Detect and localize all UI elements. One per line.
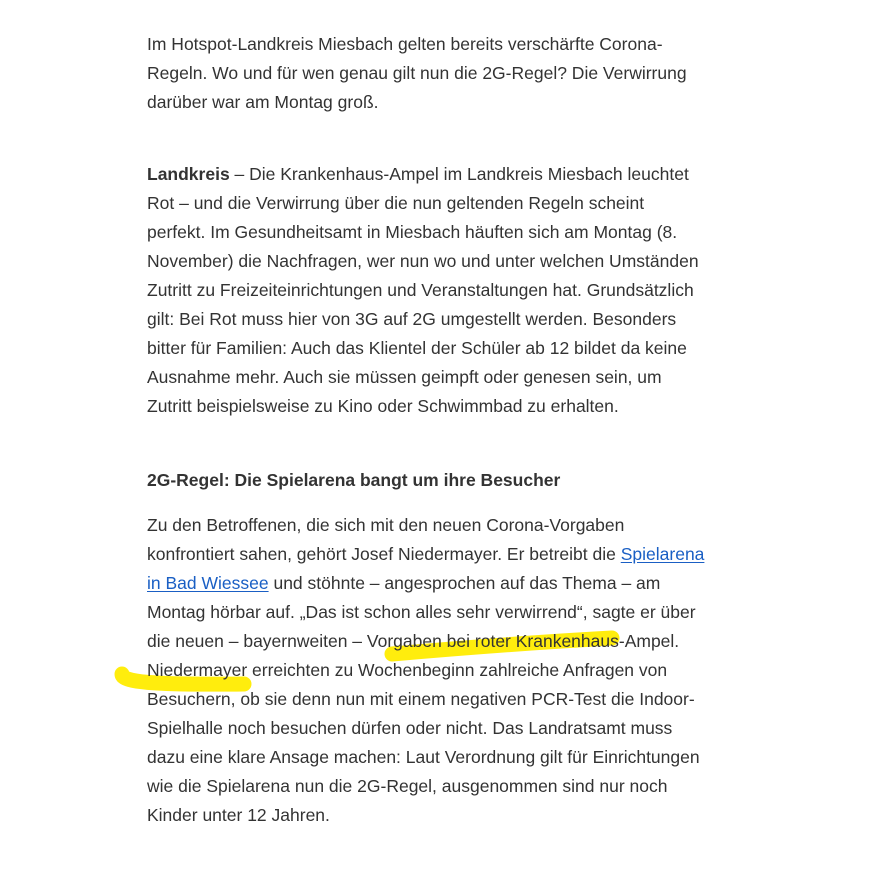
paragraph-2-text-start: Zu den Betroffenen, die sich mit den neuen Corona-Vorgaben konfrontiert sahen, gehört Josef Niedermayer. Er betreibt die	[147, 515, 625, 564]
section-heading: 2G-Regel: Die Spielarena bangt um ihre Besucher	[147, 470, 561, 490]
spielarena-link[interactable]: Spielarena in Bad Wiessee	[147, 544, 705, 593]
article-body	[147, 30, 707, 830]
body-paragraph-2	[147, 511, 707, 830]
intro-paragraph: Im Hotspot-Landkreis Miesbach gelten bereits verschärfte Corona-Regeln. Wo und für wen genau gilt nun die 2G-Regel? Die Verwirrung darüber war am Montag groß.	[147, 34, 687, 112]
body-paragraph-1	[147, 160, 707, 421]
paragraph-lead-location: Landkreis	[147, 164, 230, 184]
paragraph-1-text: – Die Krankenhaus-Ampel im Landkreis Miesbach leuchtet Rot – und die Verwirrung über die nun geltenden Regeln scheint perfekt. Im Gesundheitsamt in Miesbach häuften sich am Montag (8. November) die Nachfragen, wer nun wo und unter welchen Umständen Zutritt zu Freizeiteinrichtungen und Veranstaltungen hat. Grundsätzlich gilt: Bei Rot muss hier von 3G auf 2G umgestellt werden. Besonders bitter für Familien: Auch das Klientel der Schüler ab 12 bildet da keine Ausnahme mehr. Auch sie müssen geimpft oder genesen sein, um Zutritt beispielsweise zu Kino oder Schwimmbad zu erhalten.	[147, 164, 699, 416]
paragraph-2-text-rest: und stöhnte – angesprochen auf das Thema – am Montag hörbar auf. „Das ist schon alles sehr verwirrend“, sagte er über die neuen – bayernweiten – Vorgaben bei roter Krankenhaus-Ampel. Niedermayer erreichten zu Wochenbeginn zahlreiche Anfragen von Besuchern, ob sie denn nun mit einem negativen PCR-Test die Indoor-Spielhalle noch besuchen dürfen oder nicht. Das Landratsamt muss dazu eine klare Ansage machen: Laut Verordnung gilt für Einrichtungen wie die Spielarena nun die 2G-Regel, ausgenommen sind nur noch Kinder unter 12 Jahren.	[147, 573, 700, 825]
